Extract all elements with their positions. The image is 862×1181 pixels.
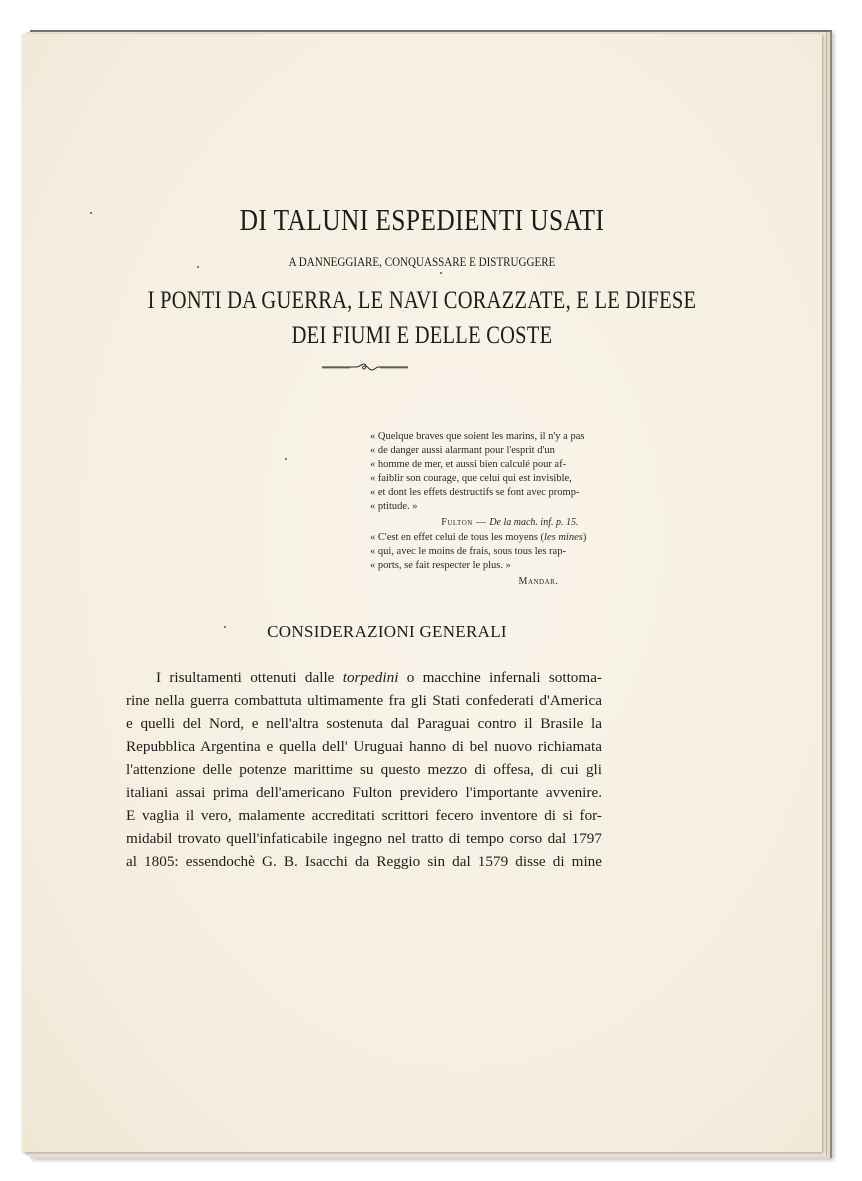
paper-speck	[440, 272, 442, 274]
paper-speck	[224, 626, 226, 628]
body-line: italiani assai prima dell'americano Fulton previdero l'importante avvenire.	[126, 784, 602, 801]
epigraph-fulton	[370, 430, 584, 530]
epigraph-line: « homme de mer, et aussi bien calculé pour af-	[370, 459, 567, 470]
body-line: Repubblica Argentina e quella dell' Uruguai hanno di bel nuovo richiamata	[126, 738, 602, 755]
ornament-divider	[320, 361, 410, 373]
epigraph-mandar	[370, 531, 586, 589]
epigraph-line: « qui, avec le moins de frais, sous tous les rap-	[370, 546, 566, 557]
epigraph-line: « ports, se fait respecter le plus. »	[370, 560, 511, 571]
title-line-3: I PONTI DA GUERRA, LE NAVI CORAZZATE, E LE DIFESE	[147, 287, 697, 314]
epigraph-line: « de danger aussi alarmant pour l'esprit d'un	[370, 445, 555, 456]
epigraph-line: « Quelque braves que soient les marins, il n'y a pas	[370, 431, 585, 442]
body-line	[126, 666, 602, 689]
paper-speck	[285, 458, 287, 460]
paper-speck	[197, 266, 199, 268]
epigraph-line: « et dont les effets destructifs se font avec promp-	[370, 487, 580, 498]
body-line: e quelli del Nord, e nell'altra sostenuta dal Paraguai contro il Brasile la	[126, 715, 602, 732]
epigraph-attribution	[370, 516, 584, 530]
body-line: E vaglia il vero, malamente accreditati scrittori fecero inventore di si for-	[126, 807, 602, 824]
body-emphasis: torpedini	[342, 669, 399, 686]
epigraph-line: « faiblir son courage, que celui qui est invisible,	[370, 473, 572, 484]
epigraph-source: De la mach. inf. p. 15.	[489, 517, 579, 528]
epigraph-line	[370, 531, 586, 545]
body-text	[126, 666, 602, 873]
body-line: al 1805: essendochè G. B. Isacchi da Reggio sin dal 1579 disse di mine	[126, 853, 602, 870]
epigraph-emphasis: les mines	[544, 532, 583, 543]
section-heading: CONSIDERAZIONI GENERALI	[267, 622, 507, 641]
epigraph-text: « C'est en effet celui de tous les moyens (	[370, 532, 545, 543]
body-line: midabil trovato quell'infaticabile ingegno nel tratto di tempo corso dal 1797	[126, 830, 602, 847]
epigraph-line: « ptitude. »	[370, 501, 418, 512]
attribution-dash: —	[475, 517, 490, 528]
epigraph-author: Fulton	[441, 517, 473, 528]
paper-speck	[90, 212, 92, 214]
body-text-run: o macchine infernali sottoma-	[398, 669, 602, 686]
epigraph-author: Mandar.	[518, 576, 559, 587]
title-line-1: DI TALUNI ESPEDIENTI USATI	[239, 202, 605, 237]
body-line: l'attenzione delle potenze marittime su questo mezzo di offesa, di cui gli	[126, 761, 602, 778]
body-line: rine nella guerra combattuta ultimamente fra gli Stati confederati d'America	[126, 692, 602, 709]
title-line-4: DEI FIUMI E DELLE COSTE	[291, 322, 553, 349]
body-text-run: I risultamenti ottenuti dalle	[156, 669, 343, 686]
book-page	[22, 34, 822, 1152]
title-line-2: A DANNEGGIARE, CONQUASSARE E DISTRUGGERE	[288, 254, 556, 269]
epigraph-text: )	[582, 532, 587, 543]
